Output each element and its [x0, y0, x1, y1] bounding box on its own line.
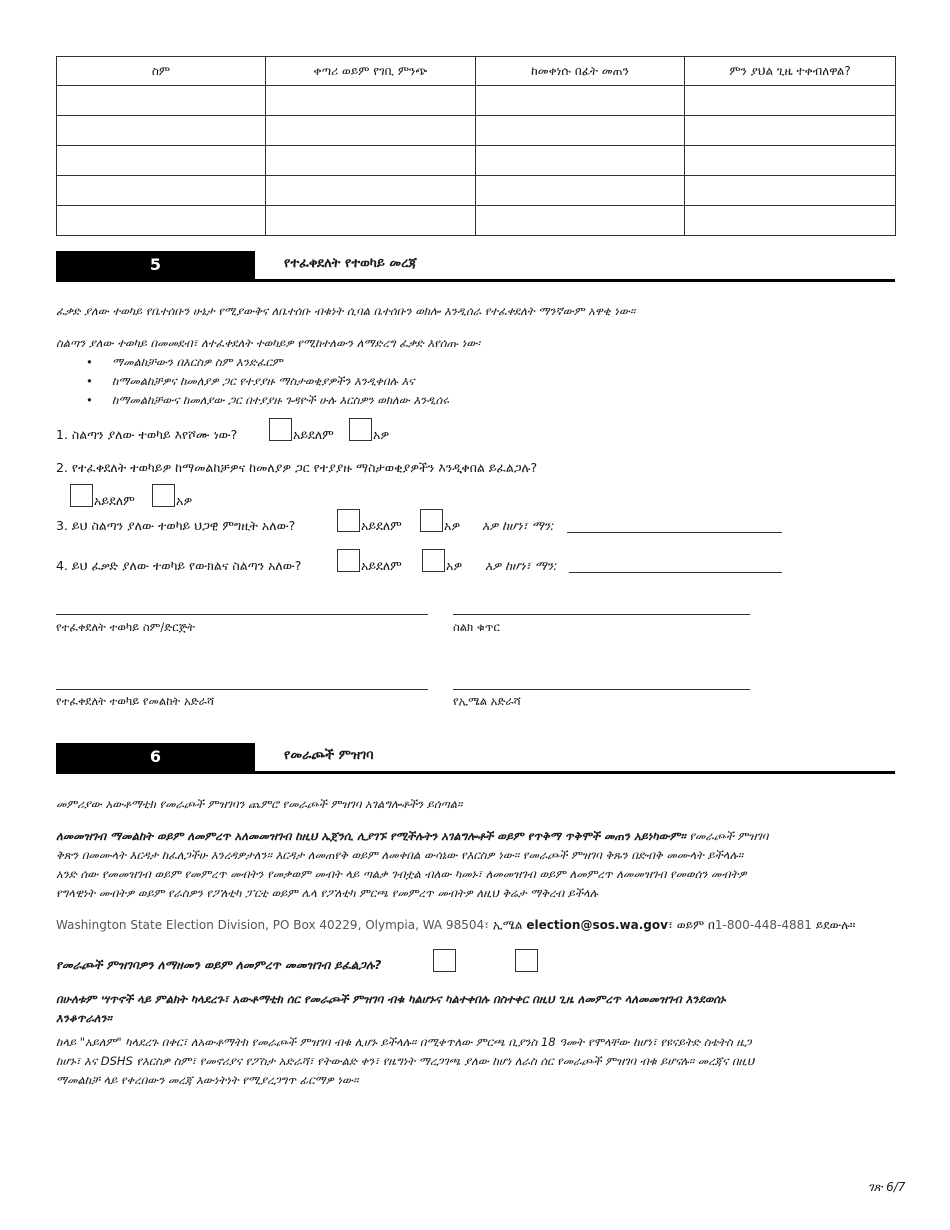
eligibility-text: ማመልከቻ ላይ የቀረበውን መረጃ እውነትነት የሚያረጋግጥ ፊርማዎ ነው።	[56, 1073, 359, 1087]
list-item: • ከማመልከቻዎና ከመለያዎ ጋር የተያያዙ ማስታወቂያዎችን እንዲቀበሉ እና	[56, 372, 449, 391]
voter-paragraph-line: አንድ ሰው የመመዝገብ ወይም የመምረጥ መብትን የመቃወም መብት ላይ ጣልቃ ገብቷል ብለው ካመኑ፣ ለመመዝገብ ወይም ለመምረጥ ለመመዝገብ የመወሰን መብትዎ	[56, 867, 747, 881]
table-cell[interactable]	[476, 176, 685, 206]
voter-paragraph-rest: የመራጮች ምዝገባ	[685, 829, 769, 843]
q4-yes-label: አዎ	[446, 558, 463, 573]
section-6-header	[56, 743, 895, 774]
register-no-checkbox[interactable]	[433, 949, 456, 972]
table-row	[57, 176, 896, 206]
list-item: • ከማመልከቻውና ከመለያው ጋር በተያያዙ ጉዳዮች ሁሉ እርስዎን ወክለው እንዲሰሩ	[56, 391, 449, 410]
voter-intro: መምሪያው አውቶማቲክ የመራጮች ምዝገባን ጨምሮ የመራጮች ምዝገባ አገልግሎቶችን ይሰጣል።	[56, 797, 463, 811]
or-label: ፣ ወይም በ	[667, 918, 715, 932]
section-5-intro: ፈቃድ ያለው ተወካይ የቤተሰቡን ሁኔታ የሚያውቅና ለቤተሰቡ ብቁነት ሲባል ቤተሰቡን ወክሎ እንዲሰራ የተፈቀደለት ማንኛውም አዋቂ ነው።	[56, 304, 636, 318]
authority-list	[56, 353, 449, 410]
table-cell[interactable]	[57, 86, 266, 116]
col-header-amount: ከመቀነሱ በፊት መጠን	[476, 57, 685, 86]
question-3: 3. ይህ ስልጣን ያለው ተወካይ ህጋዊ ምግዚት አለው?	[56, 518, 296, 533]
q4-no-checkbox[interactable]	[337, 549, 360, 572]
section-5-auth-intro: ስልጣን ያለው ተወካይ በመመደብ፣ ለተፈቀደለት ተወካይዎ የሚከተለውን ለማድረግ ፈቃድ እየሰጡ ነው፡	[56, 336, 481, 350]
section-6-title: የመራጮች ምዝገባ	[284, 748, 374, 763]
election-address: Washington State Election Division, PO Box 40229, Olympia, WA 98504፣	[56, 918, 490, 932]
voter-paragraph-bold: ለመመዝገብ ማመልከት ወይም ለመምረጥ አለመመዝገብ ከዚህ ኤጀንሲ ሊያገኙ የሚችሉትን አገልግሎቶች ወይም የጥቅማ ጥቅሞች መጠን አይነካውም።	[56, 829, 686, 843]
question-4: 4. ይህ ፈቃድ ያለው ተወካይ የውክልና ስልጣን አለው?	[56, 558, 302, 573]
q2-no-checkbox[interactable]	[70, 484, 93, 507]
table-cell[interactable]	[57, 146, 266, 176]
table-cell[interactable]	[266, 86, 476, 116]
table-cell[interactable]	[266, 146, 476, 176]
q3-no-checkbox[interactable]	[337, 509, 360, 532]
table-row	[57, 116, 896, 146]
rep-name-label: የተፈቀደለት ተወካይ ስም/ድርጅት	[56, 620, 195, 634]
table-row	[57, 146, 896, 176]
voter-paragraph-1	[56, 827, 901, 846]
income-table	[56, 56, 896, 236]
table-cell[interactable]	[57, 176, 266, 206]
rep-email-field[interactable]	[453, 689, 750, 690]
register-question: የመራጮች ምዝገባዎን ለማዘመን ወይም ለመምረጥ መመዝገብ ይፈልጋሉ?	[56, 958, 382, 972]
q2-yes-checkbox[interactable]	[152, 484, 175, 507]
rep-address-label: የተፈቀደለት ተወካይ የመልከት አድራሻ	[56, 694, 215, 708]
col-header-name: ስም	[57, 57, 266, 86]
table-cell[interactable]	[476, 116, 685, 146]
no-choice-warning: በሁለቱም ሣጥኖች ላይ ምልክት ካላደረጉ፣ አውቶማቲክ ሰር የመራጮች ምዝገባ ብቁ ካልሆኑና ካልተቀበሉ በስተቀር በዚህ ጊዜ ለመምረጥ ላለመመዝገብ እንደወሰኑ	[56, 992, 726, 1006]
rep-address-field[interactable]	[56, 689, 428, 690]
voter-paragraph-line: ቅጽን በመሙላት እርዳታ ከፈለጋችሁ እንረዳዎታለን። እርዳታ ለመጠየቅ ወይም ለመቀበል ውሳኔው የእርስዎ ነው። የመራጮች ምዝገባ ቅጹን በድብቅ መሙላት ይችላሉ።	[56, 848, 744, 862]
table-cell[interactable]	[476, 146, 685, 176]
q1-yes-label: አዎ	[373, 427, 390, 442]
q3-no-label: አይደለም	[361, 518, 402, 533]
question-1: 1. ስልጣን ያለው ተወካይ እየሾሙ ነው?	[56, 427, 238, 442]
section-5-number: 5	[56, 251, 255, 279]
list-item: • ማመልከቻውን በእርስዎ ስም እንድፈርም	[56, 353, 449, 372]
table-cell[interactable]	[476, 206, 685, 236]
rep-name-field[interactable]	[56, 614, 428, 615]
q1-yes-checkbox[interactable]	[349, 418, 372, 441]
question-2: 2. የተፈቀደለት ተወካይዎ ከማመልከቻዎና ከመለያዎ ጋር የተያያዙ ማስታወቂያዎችን እንዲቀበል ይፈልጋሉ?	[56, 460, 538, 475]
q1-no-checkbox[interactable]	[269, 418, 292, 441]
election-email-link[interactable]: election@sos.wa.gov	[526, 918, 668, 932]
q4-no-label: አይደለም	[361, 558, 402, 573]
election-contact	[56, 916, 855, 935]
table-cell[interactable]	[476, 86, 685, 116]
rep-phone-label: ስልክ ቁጥር	[453, 620, 500, 634]
q1-no-label: አይደለም	[293, 427, 334, 442]
table-cell[interactable]	[266, 176, 476, 206]
col-header-employer: ቀጣሪ ወይም የገቢ ምንጭ	[266, 57, 476, 86]
rep-phone-field[interactable]	[453, 614, 750, 615]
col-header-frequency: ምን ያህል ጊዜ ተቀብለዋል?	[685, 57, 896, 86]
q3-if-yes-label: አዎ ከሆነ፣ ማን:	[482, 518, 555, 533]
table-cell[interactable]	[685, 146, 896, 176]
table-cell[interactable]	[685, 116, 896, 146]
eligibility-text: ከላይ "አይለም" ካላደረጉ በቀር፣ ለአውቶማትክ የመራጮች ምዝገባ ብቁ ሊሆኑ ይችላሉ። በሚቀጥለው ምርጫ ቢያንስ 18 ዓመት የሞላቸው ከሆነ፣ የዩናይትድ ስቴትስ ዜጋ	[56, 1035, 752, 1049]
voter-paragraph-line: የግላዊነት መብትዎ ወይም የራስዎን የፖለቲካ ፓርቲ ወይም ሌላ የፖለቲካ ምርጫ የመምረጥ መብትዎ ለዚህ ቅሬታ ማቅረብ ይችላሉ	[56, 886, 598, 900]
table-cell[interactable]	[266, 206, 476, 236]
table-row	[57, 206, 896, 236]
election-phone: 1-800-448-4881	[714, 918, 812, 932]
no-choice-warning-cont: እንቆጥራለን።	[56, 1011, 112, 1025]
table-row	[57, 86, 896, 116]
section-5-header	[56, 251, 895, 282]
table-cell[interactable]	[266, 116, 476, 146]
q3-yes-label: አዎ	[444, 518, 461, 533]
q4-yes-checkbox[interactable]	[422, 549, 445, 572]
register-yes-checkbox[interactable]	[515, 949, 538, 972]
q2-no-label: አይደለም	[94, 493, 135, 508]
table-cell[interactable]	[685, 206, 896, 236]
q3-who-field[interactable]	[567, 532, 782, 533]
table-cell[interactable]	[685, 176, 896, 206]
eligibility-text: ከሆኑ፣ እና DSHS የእርስዎ ስም፣ የመኖሪያና የፖስታ አድራሻ፣ የትውልድ ቀን፣ የዜግነት ማረጋገጫ ያለው ከሆነ ለራስ ሰር የመራጮች ምዝገባ ብቁ ይሆናሉ። መረጃና በዚህ	[56, 1054, 755, 1068]
email-label: ኢሜል	[489, 918, 527, 932]
table-cell[interactable]	[57, 206, 266, 236]
rep-email-label: የኢሜል አድራሻ	[453, 694, 521, 708]
page-number: ገጽ 6/7	[868, 1180, 906, 1194]
section-5-title: የተፈቀደለት የተወካይ መረጃ	[284, 256, 417, 271]
q2-yes-label: አዎ	[176, 493, 193, 508]
q3-yes-checkbox[interactable]	[420, 509, 443, 532]
section-6-number: 6	[56, 743, 255, 771]
call-label: ይደውሉ።	[811, 918, 856, 932]
q4-who-field[interactable]	[569, 572, 782, 573]
table-cell[interactable]	[685, 86, 896, 116]
q4-if-yes-label: አዎ ከሆነ፣ ማን:	[485, 558, 558, 573]
table-header-row	[57, 57, 896, 86]
table-cell[interactable]	[57, 116, 266, 146]
